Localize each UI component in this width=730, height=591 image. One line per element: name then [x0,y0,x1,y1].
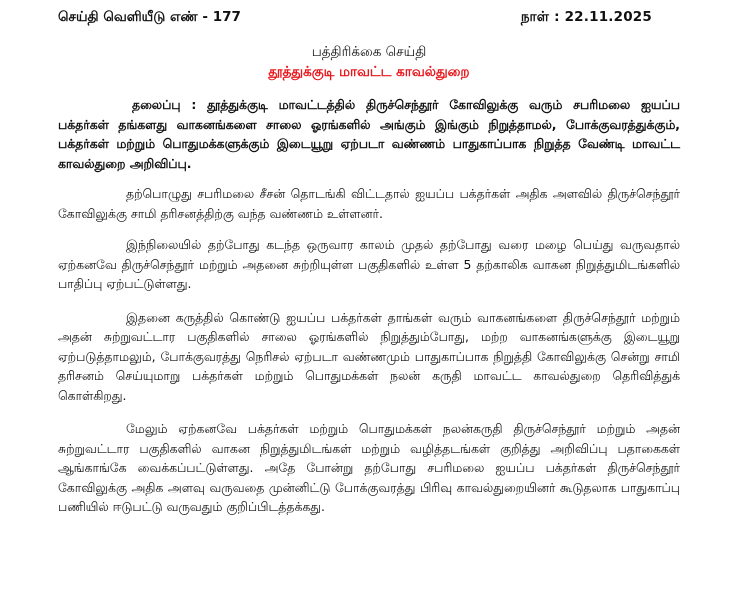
body-paragraph-4: மேலும் ஏற்கனவே பக்தர்கள் மற்றும் பொதுமக்கள் நலன்கருதி திருச்செந்தூர் மற்றும் அதன் சுற்றுவட்டார பகுதிகளில் வாகன நிறுத்துமிடங்கள் மற்றும் வழித்தடங்கள் குறித்து அறிவிப்பு பதாகைகள் ஆங்காங்கே வைக்கப்பட்டுள்ளது. அதே போன்று தற்போது சபரிமலை ஐயப்ப பக்தர்கள் திருச்செந்தூர் கோவிலுக்கு அதிக அளவு வருவதை முன்னிட்டு போக்குவரத்து பிரிவு காவல்துறையினர் கூடுதலாக பாதுகாப்பு பணியில் ஈடுபட்டு வருவதும் குறிப்பிடத்தக்கது. [58,421,680,514]
subject-paragraph: தலைப்பு : தூத்துக்குடி மாவட்டத்தில் திருச்செந்தூர் கோவிலுக்கு வரும் சபரிமலை ஐயப்ப பக்தர்கள் தங்களது வாகனங்களை சாலை ஓரங்களில் அங்கும் இங்கும் நிறுத்தாமல், போக்குவரத்துக்கும், பக்தர்கள் மற்றும் பொதுமக்களுக்கும் இடையூறு ஏற்படா வண்ணம் பாதுகாப்பாக நிறுத்த வேண்டி மாவட்ட காவல்துறை அறிவிப்பு. [58,97,680,171]
body-paragraph-3: இதனை கருத்தில் கொண்டு ஐயப்ப பக்தர்கள் தாங்கள் வரும் வாகனங்களை திருச்செந்தூர் மற்றும் அதன் சுற்றுவட்டார பகுதிகளில் சாலை ஓரங்களில் நிறுத்தும்போது, மற்ற வாகனங்களுக்கு இடையூறு ஏற்படுத்தாமலும், போக்குவரத்து நெரிசல் ஏற்படா வண்ணமும் பாதுகாப்பாக நிறுத்தி கோவிலுக்கு சென்று சாமி தரிசனம் செய்யுமாறு பக்தர்கள் மற்றும் பொதுமக்கள் நலன் கருதி மாவட்ட காவல்துறை தெரிவித்துக் கொள்கிறது. [58,309,680,403]
release-date: நாள் : 22.11.2025 [520,9,652,25]
body-paragraph-1: தற்பொழுது சபரிமலை சீசன் தொடங்கி விட்டதால் ஐயப்ப பக்தர்கள் அதிக அளவில் திருச்செந்தூர் கோவிலுக்கு சாமி தரிசனத்திற்கு வந்த வண்ணம் உள்ளனர். [58,186,680,221]
press-heading: பத்திரிக்கை செய்தி [311,44,427,60]
release-number: செய்தி வெளியீடு எண் - 177 [58,9,241,25]
body-paragraph-2: இந்நிலையில் தற்போது கடந்த ஒருவார காலம் முதல் தற்போது வரை மழை பெய்து வருவதால் ஏற்கனவே திருச்செந்தூர் மற்றும் அதனை சுற்றியுள்ள பகுதிகளில் உள்ள 5 தற்காலிக வாகன நிறுத்துமிடங்களில் பாதிப்பு ஏற்பட்டுள்ளது. [58,237,680,291]
department-heading: தூத்துக்குடி மாவட்ட காவல்துறை [268,64,470,80]
release-header [58,8,680,26]
